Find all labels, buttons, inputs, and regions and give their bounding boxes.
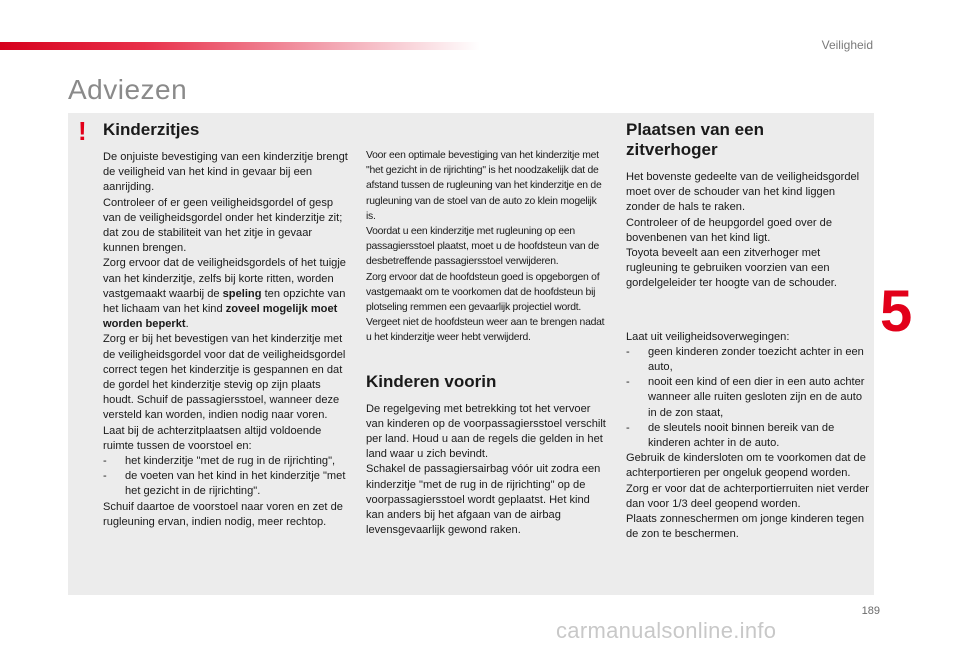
paragraph: Zorg er voor dat de achterportierruiten niet verder dan voor 1/3 deel geopend worden.	[626, 482, 869, 510]
paragraph: Toyota beveelt aan een zitverhoger met rugleuning te gebruiken voorzien van een gordelgeleider ter hoogte van de schouder.	[626, 247, 837, 290]
column-middle	[366, 148, 606, 538]
paragraph: Zorg er bij het bevestigen van het kinderzitje met de veiligheidsgordel voor dat de veiligheidsgordel correct tegen het kinderzitje is gespannen en dat de gordel het kinderzitje stevig op zijn plaats houdt. Schuif de passagiersstoel, wanneer deze versteld kan worden, indien nodig naar voren.	[103, 333, 346, 422]
page-number: 189	[861, 605, 880, 617]
paragraph: De regelgeving met betrekking tot het vervoer van kinderen op de voorpassagiersstoel verschilt per land. Houd u aan de regels die gelden in het land waar u zich bevindt.	[366, 402, 606, 461]
paragraph: Laat uit veiligheidsoverwegingen:	[626, 330, 790, 343]
warning-icon: !	[78, 116, 87, 146]
paragraph: Het bovenste gedeelte van de veiligheidsgordel moet over de schouder van het kind liggen zonder de hals te raken.	[626, 171, 860, 214]
list-item: - het kinderzitje "met de rug in de rijrichting",	[103, 455, 336, 468]
paragraph: De onjuiste bevestiging van een kinderzitje brengt de veiligheid van het kind in gevaar bij een aanrijding.	[103, 151, 348, 194]
list-item: - de voeten van het kind in het kinderzitje "met het gezicht in de rijrichting".	[103, 470, 346, 498]
watermark: carmanualsonline.info	[556, 618, 777, 643]
list-item: - geen kinderen zonder toezicht achter in een auto,	[626, 345, 864, 374]
column-booster-seat	[626, 120, 870, 542]
paragraph: Controleer of er geen veiligheidsgordel of gesp van de veiligheidsgordel onder het kinderzitje zit; dat zou de stabiliteit van het zitje in gevaar kunnen brengen.	[103, 196, 343, 255]
paragraph: Zorg ervoor dat de hoofdsteun goed is opgeborgen of vastgemaakt om te voorkomen dat de hoofdsteun bij plotseling remmen een gevaarlijk projectiel wordt. Vergeet niet de hoofdsteun weer aan te brengen nadat u het kinderzitje weer hebt verwijderd.	[366, 271, 605, 344]
header-accent-bar	[0, 42, 480, 50]
heading-children-front: Kinderen voorin	[366, 371, 497, 391]
paragraph: Schuif daartoe de voorstoel naar voren en zet de rugleuning ervan, indien nodig, meer rechtop.	[103, 500, 343, 528]
heading-child-seats: Kinderzitjes	[103, 120, 200, 139]
section-label: Veiligheid	[821, 38, 873, 52]
heading-booster-seat: Plaatsen van een zitverhoger	[626, 120, 764, 159]
chapter-number: 5	[880, 279, 913, 344]
paragraph: Plaats zonneschermen om jonge kinderen tegen de zon te beschermen.	[626, 513, 865, 541]
paragraph: Voordat u een kinderzitje met rugleuning op een passagiersstoel plaatst, moet u de hoofdsteun van de desbetreffende passagiersstoel verwijderen.	[366, 226, 600, 268]
list-item: - de sleutels nooit binnen bereik van de kinderen achter in de auto.	[626, 421, 835, 450]
list-item: - nooit een kind of een dier in een auto achter wanneer alle ruiten gesloten zijn en de auto in de zon staat,	[626, 376, 865, 419]
paragraph: Controleer of de heupgordel goed over de bovenbenen van het kind ligt.	[626, 216, 832, 244]
paragraph: Zorg ervoor dat de veiligheidsgordels of het tuigje van het kinderzitje, zelfs bij korte ritten, worden vastgemaakt waarbij de speling ten opzichte van het lichaam van het kind zoveel mogelijk moet worden beperkt.	[103, 257, 346, 331]
column-child-seats	[103, 120, 351, 530]
paragraph: Voor een optimale bevestiging van het kinderzitje met "het gezicht in de rijrichting" is het noodzakelijk dat de afstand tussen de rugleuning van het kinderzitje en de rugleuning van de stoel van de auto zo klein mogelijk is.	[366, 150, 602, 222]
paragraph: Gebruik de kindersloten om te voorkomen dat de achterportieren per ongeluk geopend worden.	[626, 452, 866, 480]
page-title: Adviezen	[68, 74, 188, 105]
paragraph: Laat bij de achterzitplaatsen altijd voldoende ruimte tussen de voorstoel en:	[103, 424, 322, 452]
paragraph: Schakel de passagiersairbag vóór uit zodra een kinderzitje "met de rug in de rijrichting" op de voorpassagiersstoel wordt geplaatst. Het kind kan anders bij het afgaan van de airbag levensgevaarlijk gewond raken.	[366, 463, 601, 537]
